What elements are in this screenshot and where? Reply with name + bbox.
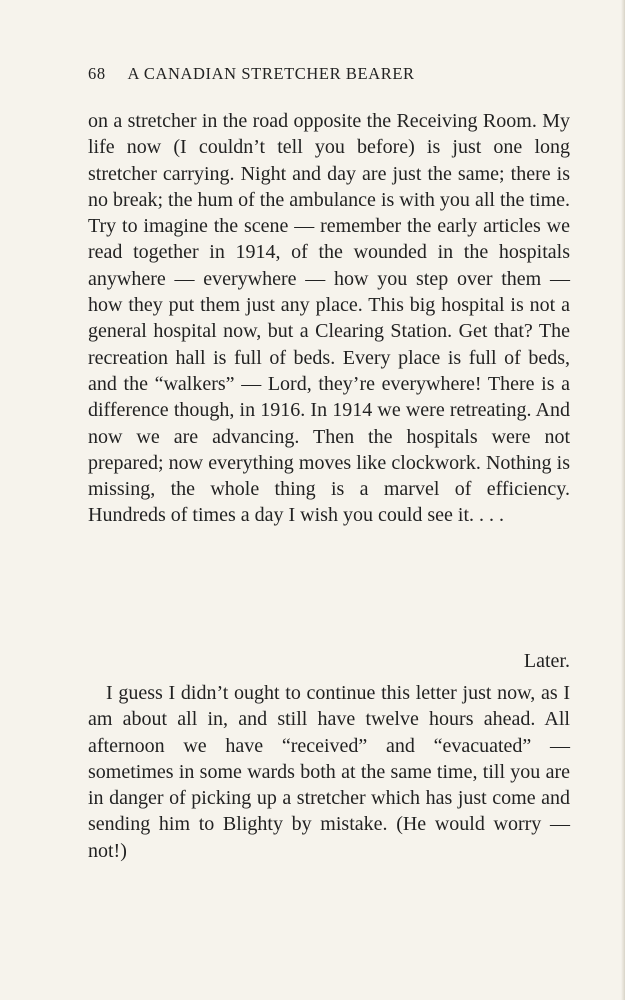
running-header [88,64,570,84]
later-label: Later. [523,650,570,672]
body-paragraph-1: on a stretcher in the road opposite the Receiving Room. My life now (I couldn’t tell you before) is just one long stretcher carrying. Night and day are just the same; there is no break; the hum of the ambulance is with you all the time. Try to imagine the scene — remember the early articles we read together in 1914, of the wounded in the hospitals anywhere — everywhere — how you step over them — how they put them just any place. This big hospital is not a general hospital now, but a Clearing Station. Get that? The recreation hall is full of beds. Every place is full of beds, and the “walkers” — Lord, they’re everywhere! There is a difference though, in 1916. In 1914 we were retreating. And now we are advancing. Then the hospitals were not prepared; now everything moves like clockwork. Nothing is missing, the whole thing is a marvel of efficiency. Hundreds of times a day I wish you could see it. . . . [88,110,570,527]
running-title: A CANADIAN STRETCHER BEARER [127,64,415,83]
page-edge-shadow [621,0,625,1000]
body-paragraph-2: I guess I didn’t ought to continue this letter just now, as I am about all in, and still have twelve hours ahead. All afternoon we have “received” and “evacuated” — sometimes in some wards both at the same time, till you are in danger of picking up a stretcher which has just come and sending him to Blighty by mistake. (He would worry — not!) [88,682,570,862]
page-number: 68 [88,64,106,83]
